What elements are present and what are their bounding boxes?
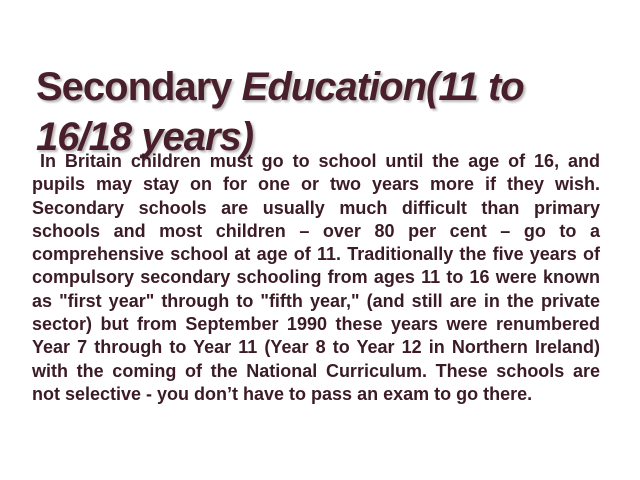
slide-title-plain: Secondary — [36, 65, 242, 109]
slide-title-italic: Education(11 to 16/18 years) — [36, 65, 524, 159]
slide-body-text: In Britain children must go to school until the age of 16, and pupils may stay on for one or two years more if they wish. Secondary schools are usually much difficult than primary schools and most children – over 80 per cent – go to a comprehensive school at age of 11. Traditionally the five years of compulsory secondary schooling from ages 11 to 16 were known as "first year" through to "fifth year," (and still are in the private sector) but from September 1990 these years were renumbered Year 7 through to Year 11 (Year 8 to Year 12 in Northern Ireland) with the coming of the National Curriculum. These schools are not selective - you don’t have to pass an exam to go there. — [32, 151, 600, 404]
slide-title — [36, 62, 596, 162]
